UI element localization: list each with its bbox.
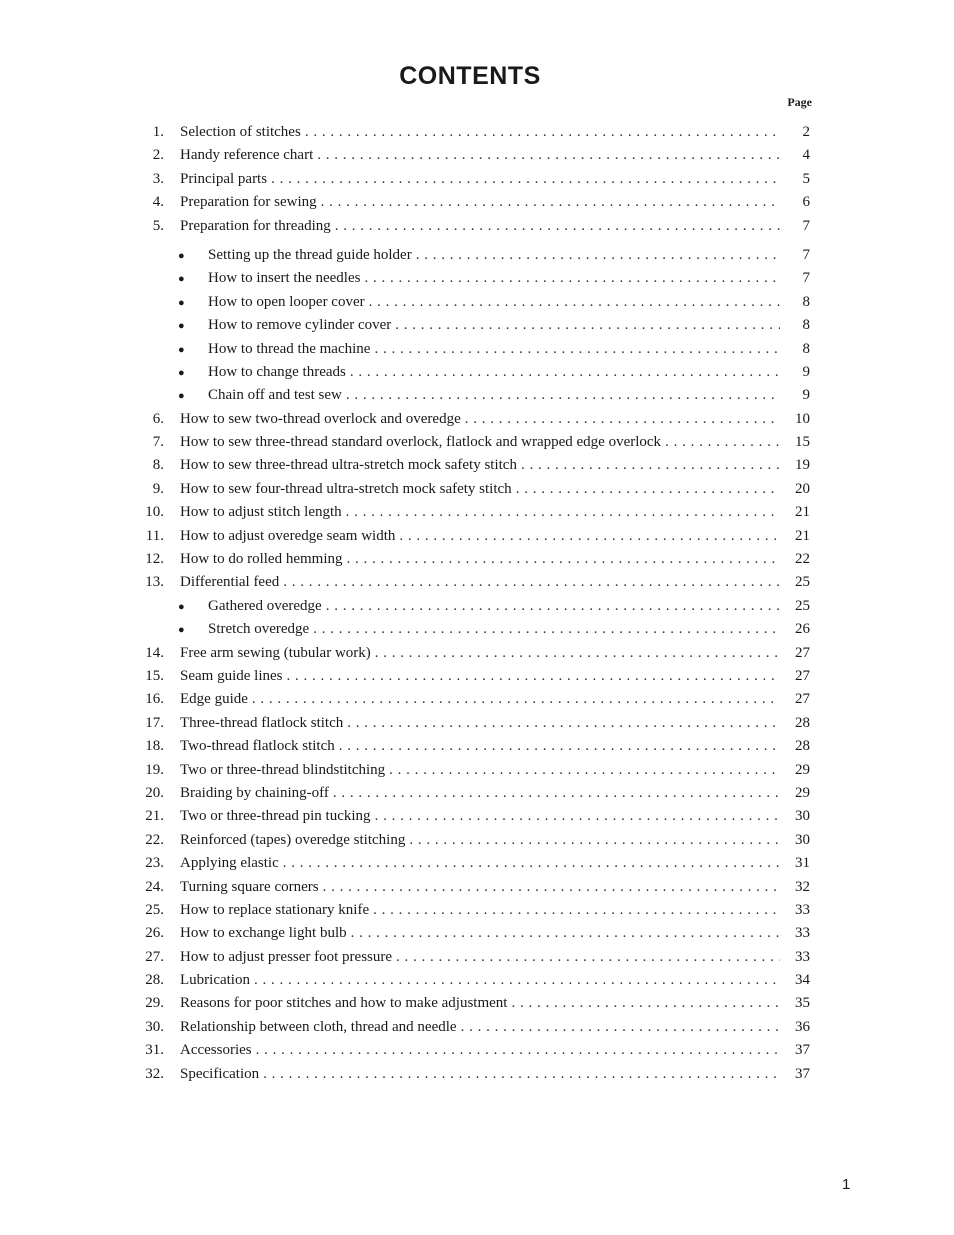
toc-entry-page: 26 [795, 621, 810, 638]
toc-entry-label: Braiding by chaining-off [180, 784, 329, 801]
toc-entry-number: 16. [145, 691, 164, 708]
toc-entry-page: 33 [795, 925, 810, 942]
toc-entry-label: Preparation for sewing [180, 194, 317, 211]
toc-entry-number: 4. [152, 194, 164, 211]
toc-entry [130, 478, 810, 501]
toc-entry-page: 6 [802, 194, 810, 211]
dot-leader [521, 454, 780, 477]
toc-entry-page: 8 [802, 340, 810, 357]
toc-entry-page: 31 [795, 855, 810, 872]
toc-entry-number: 7. [152, 434, 164, 451]
toc-entry-page: 8 [802, 293, 810, 310]
dot-leader [346, 501, 780, 524]
toc-entry-number: 29. [145, 995, 164, 1012]
toc-entry-label: Selection of stitches [180, 124, 301, 140]
toc-entry [130, 712, 810, 735]
toc-entry-label: How to sew four-thread ultra-stretch mock safety stitch [180, 480, 512, 497]
toc-entry-page: 25 [795, 597, 810, 614]
toc-entry-page: 29 [795, 761, 810, 778]
toc-entry-label: Principal parts [180, 170, 268, 187]
toc-entry [130, 899, 810, 922]
toc-entry-label: Lubrication [180, 972, 250, 989]
toc-entry-number: 30. [145, 1018, 164, 1035]
toc-entry [130, 1063, 810, 1086]
dot-leader [305, 121, 780, 144]
dot-leader [416, 244, 780, 267]
toc-entry-page: 27 [795, 667, 810, 684]
toc-entry-page: 32 [795, 878, 810, 895]
toc-entry-label: How to adjust presser foot pressure [180, 948, 393, 965]
toc-entry-label: Free arm sewing (tubular work) [180, 644, 371, 661]
toc-entry-label: Two or three-thread pin tucking [180, 808, 371, 825]
bullet-icon: ● [178, 249, 185, 262]
toc-entry-label: Setting up the thread guide holder [208, 246, 412, 263]
toc-entry [130, 431, 810, 454]
dot-leader [373, 899, 780, 922]
dot-leader [511, 992, 780, 1015]
toc-entry-number: 9. [152, 480, 164, 497]
toc-entry-number: 17. [145, 714, 164, 731]
toc-entry-number: 3. [152, 170, 164, 187]
toc-sub-entry [130, 595, 810, 618]
toc-entry [130, 688, 810, 711]
toc-entry [130, 946, 810, 969]
dot-leader [317, 144, 780, 167]
toc-entry-label: How to thread the machine [208, 340, 371, 357]
table-of-contents [130, 121, 810, 1086]
toc-entry-label: Seam guide lines [180, 667, 283, 684]
toc-entry-number: 10. [145, 504, 164, 521]
toc-entry-page: 30 [795, 831, 810, 848]
toc-entry-page: 9 [802, 363, 810, 380]
toc-entry [130, 121, 810, 144]
dot-leader [335, 215, 780, 238]
toc-entry-number: 6. [152, 410, 164, 427]
dot-leader [369, 291, 780, 314]
dot-leader [323, 876, 780, 899]
dot-leader [283, 571, 780, 594]
dot-leader [326, 595, 780, 618]
toc-entry-page: 21 [795, 527, 810, 544]
bullet-icon: ● [178, 600, 185, 613]
toc-entry-label: Applying elastic [180, 855, 279, 872]
toc-entry-label: How to sew two-thread overlock and overedge [180, 410, 461, 427]
toc-entry-label: How to replace stationary knife [180, 901, 370, 918]
toc-entry-page: 34 [795, 972, 810, 989]
dot-leader [254, 969, 780, 992]
toc-entry-page: 4 [802, 147, 810, 164]
toc-entry-label: How to adjust stitch length [180, 504, 342, 521]
dot-leader [409, 829, 780, 852]
toc-sub-entry [130, 361, 810, 384]
dot-leader [465, 408, 780, 431]
bullet-icon: ● [178, 624, 185, 637]
toc-entry-number: 23. [145, 855, 164, 872]
toc-entry-label: Chain off and test sew [208, 387, 342, 404]
toc-entry-label: Stretch overedge [208, 621, 310, 638]
toc-entry-number: 27. [145, 948, 164, 965]
toc-entry-label: Two-thread flatlock stitch [180, 738, 335, 755]
page-column-heading: Page [787, 95, 812, 109]
toc-entry-page: 10 [795, 410, 810, 427]
dot-leader [346, 548, 780, 571]
toc-entry [130, 525, 810, 548]
dot-leader [665, 431, 780, 454]
toc-entry-number: 21. [145, 808, 164, 825]
toc-entry-label: How to insert the needles [208, 270, 361, 287]
toc-entry-label: How to change threads [208, 363, 346, 380]
toc-entry-page: 7 [802, 217, 810, 234]
toc-sub-entry [130, 244, 810, 267]
bullet-icon: ● [178, 320, 185, 333]
toc-entry-page: 19 [795, 457, 810, 474]
toc-entry-number: 15. [145, 667, 164, 684]
bullet-icon: ● [178, 343, 185, 356]
toc-entry-number: 20. [145, 784, 164, 801]
toc-entry-page: 25 [795, 574, 810, 591]
toc-entry-page: 7 [802, 246, 810, 263]
toc-entry-page: 27 [795, 644, 810, 661]
toc-entry-number: 26. [145, 925, 164, 942]
toc-entry [130, 571, 810, 594]
toc-entry-label: Reinforced (tapes) overedge stitching [180, 831, 406, 848]
toc-entry-page: 7 [802, 270, 810, 287]
toc-entry-number: 24. [145, 878, 164, 895]
toc-entry-number: 25. [145, 901, 164, 918]
toc-entry [130, 1039, 810, 1062]
toc-entry-number: 5. [152, 217, 164, 234]
toc-entry-label: How to exchange light bulb [180, 925, 347, 942]
page-number: 1 [842, 1176, 851, 1193]
toc-entry-page: 35 [795, 995, 810, 1012]
toc-entry-label: How to sew three-thread ultra-stretch mock safety stitch [180, 457, 517, 474]
toc-entry-label: Preparation for threading [180, 217, 331, 234]
toc-entry-page: 2 [802, 124, 810, 140]
toc-sub-entry [130, 618, 810, 641]
dot-leader [286, 665, 780, 688]
toc-entry-label: How to adjust overedge seam width [180, 527, 396, 544]
dot-leader [461, 1016, 780, 1039]
toc-entry-number: 13. [145, 574, 164, 591]
toc-entry-page: 21 [795, 504, 810, 521]
toc-entry-number: 32. [145, 1065, 164, 1082]
toc-sub-entry [130, 384, 810, 407]
dot-leader [375, 642, 780, 665]
toc-entry [130, 191, 810, 214]
toc-entry-number: 2. [152, 147, 164, 164]
toc-entry-label: How to sew three-thread standard overlock, flatlock and wrapped edge overlock [180, 434, 662, 451]
dot-leader [399, 525, 780, 548]
dot-leader [389, 759, 780, 782]
toc-entry-number: 8. [152, 457, 164, 474]
toc-entry-label: Handy reference chart [180, 147, 314, 164]
toc-entry-page: 27 [795, 691, 810, 708]
toc-entry-label: Differential feed [180, 574, 280, 591]
dot-leader [283, 852, 780, 875]
toc-entry-label: How to open looper cover [208, 293, 365, 310]
toc-entry-page: 33 [795, 901, 810, 918]
dot-leader [339, 735, 780, 758]
toc-entry [130, 665, 810, 688]
toc-sub-entry [130, 338, 810, 361]
toc-entry-page: 8 [802, 317, 810, 334]
dot-leader [263, 1063, 780, 1086]
toc-entry-page: 28 [795, 738, 810, 755]
bullet-icon: ● [178, 296, 185, 309]
toc-entry [130, 735, 810, 758]
toc-entry-page: 37 [795, 1065, 810, 1082]
dot-leader [347, 712, 780, 735]
toc-entry [130, 144, 810, 167]
toc-entry [130, 782, 810, 805]
toc-entry [130, 548, 810, 571]
toc-entry-page: 30 [795, 808, 810, 825]
dot-leader [333, 782, 780, 805]
dot-leader [271, 168, 780, 191]
dot-leader [374, 338, 780, 361]
toc-entry-label: Gathered overedge [208, 597, 322, 614]
dot-leader [396, 946, 780, 969]
toc-sub-entry [130, 267, 810, 290]
dot-leader [364, 267, 780, 290]
toc-entry-number: 19. [145, 761, 164, 778]
toc-entry-number: 14. [145, 644, 164, 661]
bullet-icon: ● [178, 366, 185, 379]
dot-leader [313, 618, 780, 641]
toc-entry-label: Relationship between cloth, thread and needle [180, 1018, 457, 1035]
dot-leader [351, 922, 780, 945]
toc-entry [130, 805, 810, 828]
page-title: CONTENTS [399, 62, 541, 90]
toc-entry-label: How to remove cylinder cover [208, 317, 392, 334]
dot-leader [516, 478, 780, 501]
toc-entry-page: 37 [795, 1042, 810, 1059]
toc-entry [130, 408, 810, 431]
toc-entry [130, 829, 810, 852]
toc-entry-page: 5 [802, 170, 810, 187]
dot-leader [321, 191, 780, 214]
toc-entry-label: Specification [180, 1065, 260, 1082]
toc-sub-entry [130, 314, 810, 337]
dot-leader [375, 805, 780, 828]
toc-entry-page: 22 [795, 551, 810, 568]
toc-sub-entry [130, 291, 810, 314]
toc-entry [130, 969, 810, 992]
toc-entry-label: Turning square corners [180, 878, 319, 895]
toc-entry-label: Accessories [180, 1042, 252, 1059]
toc-entry-label: Three-thread flatlock stitch [180, 714, 344, 731]
toc-entry-label: How to do rolled hemming [180, 551, 343, 568]
toc-entry-number: 31. [145, 1042, 164, 1059]
toc-entry-label: Reasons for poor stitches and how to make adjustment [180, 995, 508, 1012]
toc-entry [130, 876, 810, 899]
toc-entry-page: 9 [802, 387, 810, 404]
toc-entry-page: 20 [795, 480, 810, 497]
toc-entry [130, 454, 810, 477]
toc-entry-number: 11. [145, 527, 164, 544]
toc-entry-number: 28. [145, 972, 164, 989]
toc-entry [130, 852, 810, 875]
toc-entry [130, 759, 810, 782]
bullet-icon: ● [178, 273, 185, 286]
dot-leader [346, 384, 780, 407]
toc-entry [130, 1016, 810, 1039]
dot-leader [256, 1039, 780, 1062]
toc-entry-number: 22. [145, 831, 164, 848]
toc-entry [130, 992, 810, 1015]
toc-entry-page: 29 [795, 784, 810, 801]
dot-leader [252, 688, 780, 711]
toc-entry-number: 18. [145, 738, 164, 755]
toc-entry-label: Two or three-thread blindstitching [180, 761, 386, 778]
toc-entry [130, 215, 810, 238]
toc-entry [130, 642, 810, 665]
toc-entry-page: 33 [795, 948, 810, 965]
dot-leader [350, 361, 780, 384]
toc-entry [130, 501, 810, 524]
toc-entry [130, 168, 810, 191]
toc-entry-number: 1. [152, 124, 164, 140]
toc-entry-label: Edge guide [180, 691, 248, 708]
bullet-icon: ● [178, 390, 185, 403]
dot-leader [395, 314, 780, 337]
toc-entry-page: 28 [795, 714, 810, 731]
toc-entry-number: 12. [145, 551, 164, 568]
toc-entry-page: 15 [795, 434, 810, 451]
toc-entry [130, 922, 810, 945]
toc-entry-page: 36 [795, 1018, 810, 1035]
